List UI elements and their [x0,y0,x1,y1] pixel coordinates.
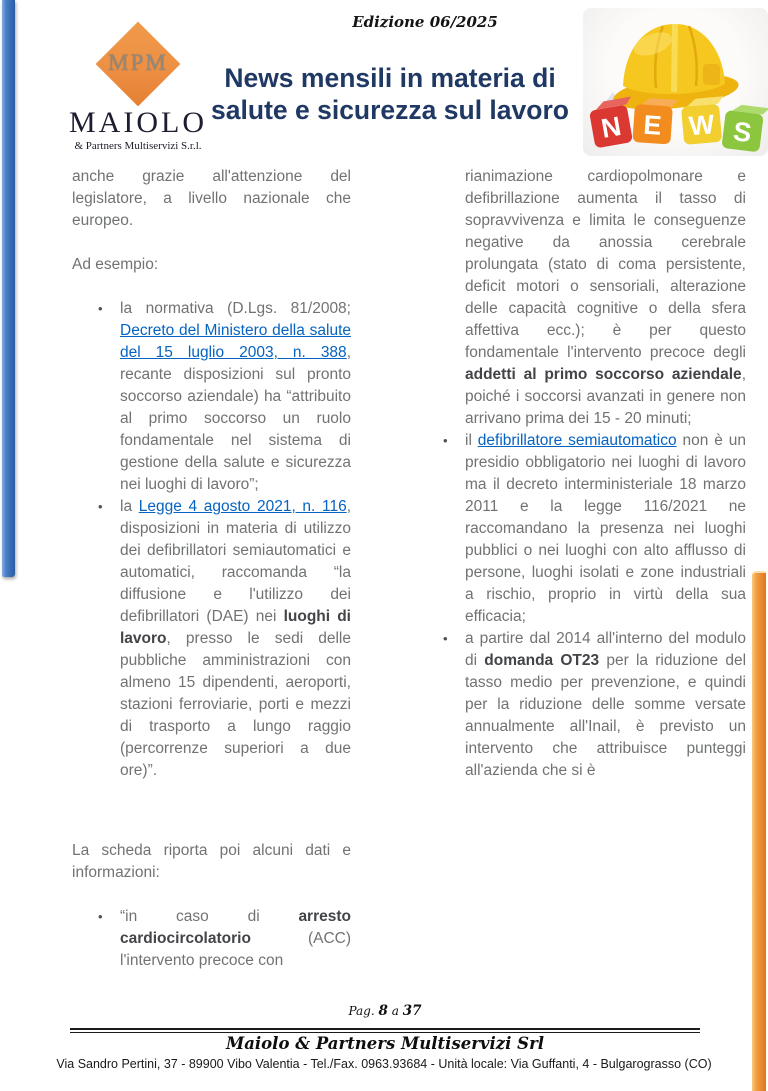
footer-company-name: Maiolo & Partners Multiservizi Srl [225,1034,545,1053]
page-number-current: 8 [378,1003,388,1019]
logo-company-name: MAIOLO [69,106,207,139]
bullet-text [120,496,351,782]
text-link[interactable]: Decreto del Ministero della salute del 15 luglio 2003, n. 388 [120,322,351,361]
text-run: non è un presidio obbligatorio nei luoghi di lavoro ma il decreto interministeriale 18 marzo 2011 e la legge 116/2021 ne raccomandano la presenza nei luoghi pubblici o nei luoghi con alto afflusso di persone, luoghi isolati e zone industriali a rischio, proprio in virtù della sua efficacia; [465,432,746,625]
page-title-line2: salute e sicurezza sul lavoro [211,95,569,125]
text-run: , presso le sedi delle pubbliche amministrazioni con almeno 15 dipendenti, aeroporti, stazioni ferroviarie, porti e mezzi di trasporto a lungo raggio (percorrenze superiori a due ore)”. [120,630,351,779]
paragraph [435,166,746,430]
bullet-item [72,496,351,782]
text-run: “in caso di [120,908,299,925]
page-number-label: Pag. [348,1004,375,1018]
news-header-image [583,8,768,156]
bullet-item [72,906,351,972]
text-run: a partire dal 2014 all'interno del modulo di [465,630,746,669]
footer-divider [70,1028,700,1033]
body-column-left [72,166,351,972]
bullet-text [465,628,746,782]
bullet-marker: • [443,433,448,448]
page-number-separator: a [391,1004,399,1018]
logo-monogram: MPM [108,50,168,75]
text-run: , poiché i soccorsi avanzati in genere non arrivano prima dei 15 - 20 minuti; [465,366,746,427]
edition-label: Edizione 06/2025 [352,13,498,31]
page-number-total: 37 [402,1003,422,1019]
text-run: la normativa (D.Lgs. 81/2008; [120,300,351,317]
page-title [188,62,592,126]
text-run: per la riduzione del tasso medio per prevenzione, e quindi per la riduzione delle somme versate annualmente all'Inail, è previsto un intervento che attribuisce punteggi all'azienda che si è [465,652,747,779]
page-number [70,1003,700,1019]
text-run: , recante disposizioni sul pronto soccorso aziendale) ha “attribuito al primo soccorso un ruolo fondamentale nel sistema di gestione della salute e sicurezza nei luoghi di lavoro”; [120,344,351,493]
text-run: La scheda riporta poi alcuni dati e informazioni: [72,842,351,881]
page-title-line1: News mensili in materia di [224,63,556,93]
bullet-text [120,298,351,496]
paragraph [72,840,351,884]
news-letter-s: S [731,116,754,149]
bold-text: addetti al primo soccorso aziendale [465,366,742,383]
right-accent-bar [752,571,766,1091]
paragraph [72,254,351,276]
text-run: la [120,498,139,515]
news-letter-e: E [642,109,663,141]
bullet-marker: • [98,301,103,316]
bullet-text [465,430,746,628]
body-column-right [435,166,746,782]
bullet-marker: • [98,499,103,514]
bullet-text [120,906,351,972]
logo-company-subtitle: & Partners Multiservizi S.r.l. [74,140,202,152]
bullet-item [435,628,746,782]
bold-text: domanda OT23 [484,652,600,669]
text-run: (ACC) l'intervento precoce con [120,930,351,969]
text-run: , disposizioni in materia di utilizzo dei defibrillatori semiautomatici e automatici, raccomanda “la diffusione e l'utilizzo dei defibrillatori (DAE) nei [120,498,352,625]
bullet-marker: • [443,631,448,646]
bold-text: arresto cardiocircolatorio [120,908,351,947]
paragraph [72,166,351,232]
bullet-item [435,430,746,628]
text-run: il [465,432,478,449]
text-link[interactable]: defibrillatore semiautomatico [477,432,677,449]
text-run: anche grazie all'attenzione del legislatore, a livello nazionale che europeo. [72,168,351,229]
footer-address: Via Sandro Pertini, 37 - 89900 Vibo Valentia - Tel./Fax. 0963.93684 - Unità locale: Via Guffanti, 4 - Bulgarograsso (CO) [56,1057,712,1071]
bold-text: luoghi di lavoro [120,608,351,647]
news-letter-n: N [598,110,624,144]
text-run: rianimazione cardiopolmonare e defibrillazione aumenta il tasso di sopravvivenza e limita le conseguenze negative da anossia cerebrale prolungata (stato di coma persistente, deficit motori o sensoriali, alterazione delle capacità cognitive o della sfera affettiva ecc.); è per questo fondamentale l'intervento precoce degli [465,168,746,361]
news-letter-w: W [687,109,716,142]
text-link[interactable]: Legge 4 agosto 2021, n. 116 [138,498,347,515]
left-accent-bar [2,0,15,577]
bullet-item [72,298,351,496]
text-run: Ad esempio: [72,256,159,273]
bullet-marker: • [98,909,103,924]
